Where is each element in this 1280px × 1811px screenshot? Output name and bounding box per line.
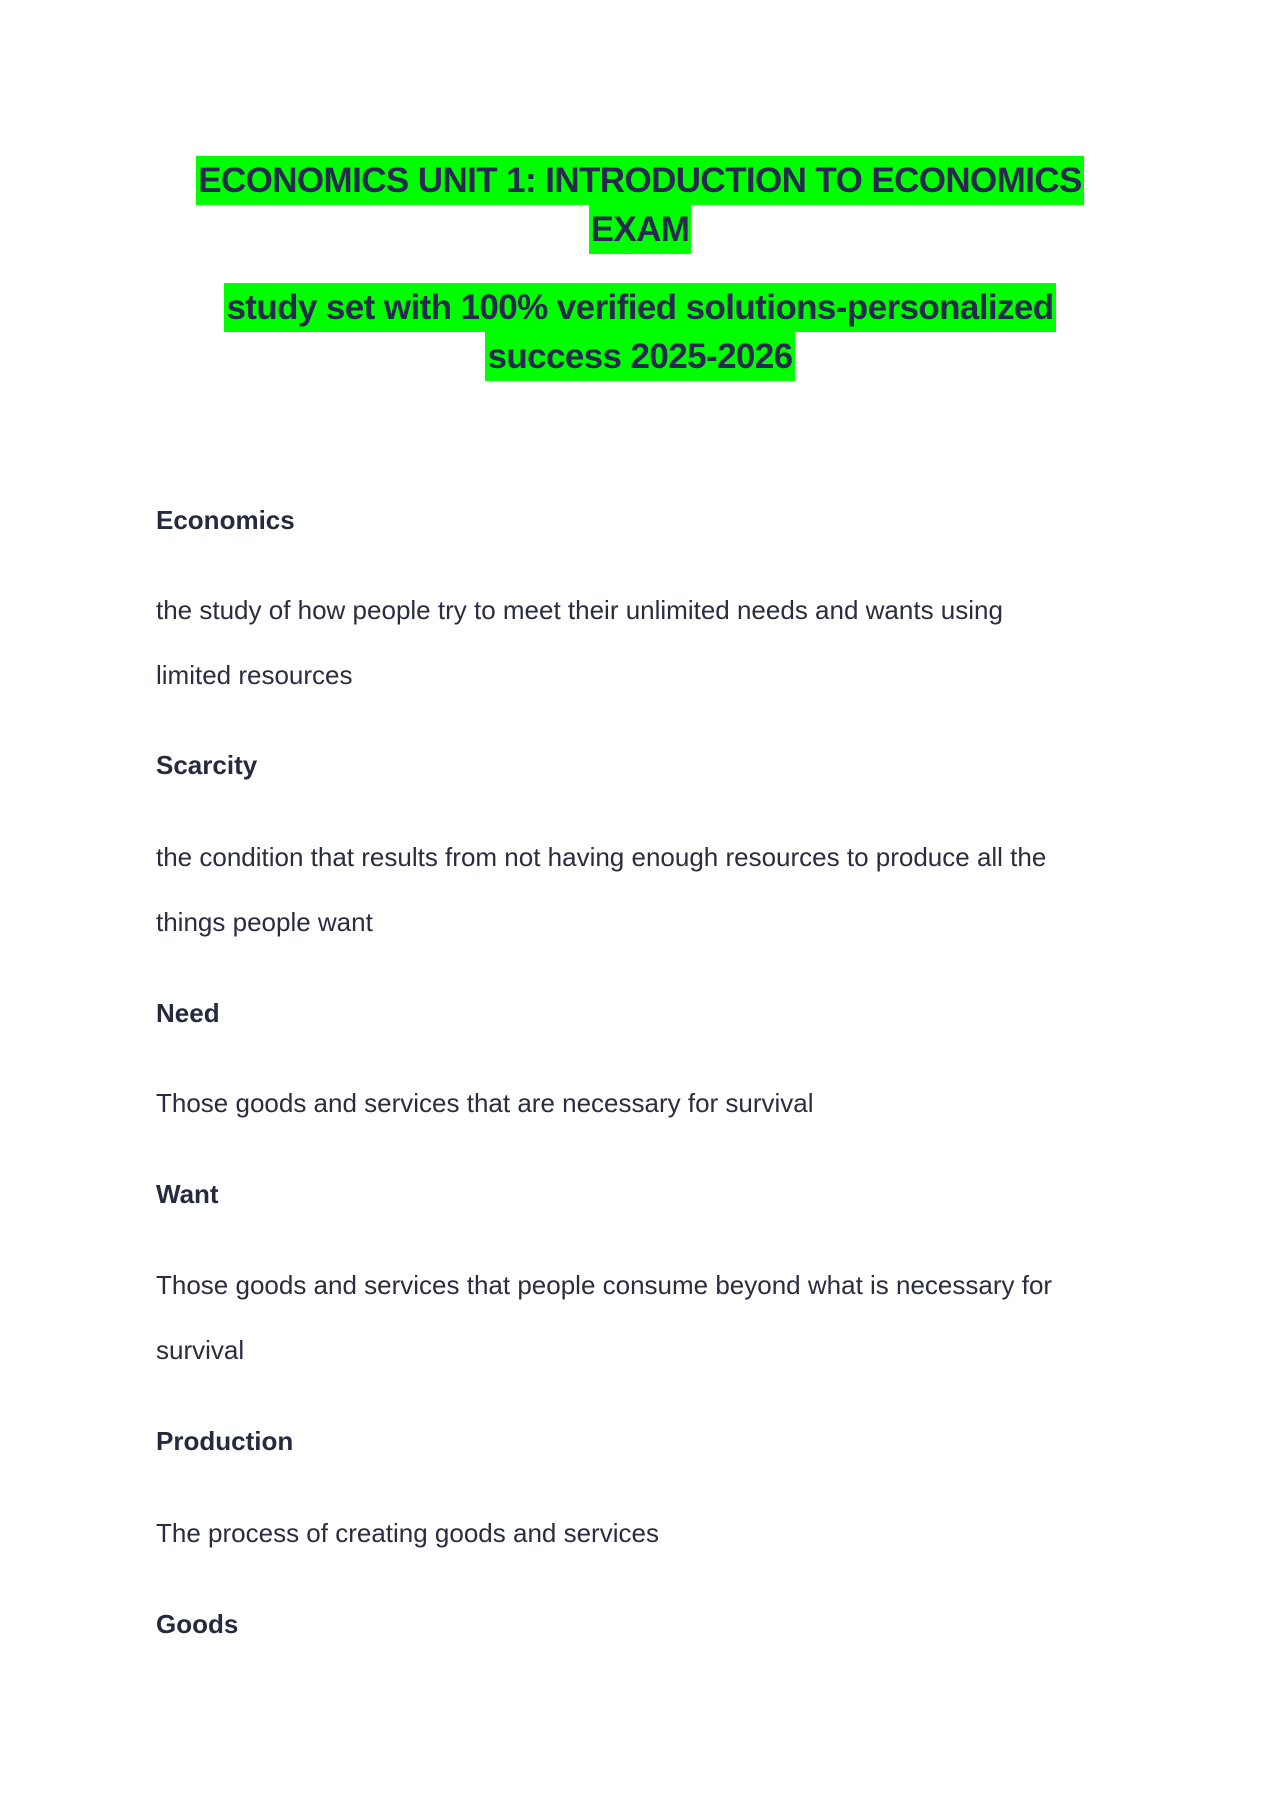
definition-line: Those goods and services that are necessary for survival (156, 1088, 814, 1118)
term-heading: Want (156, 1179, 219, 1209)
term-definition (156, 578, 1136, 708)
subtitle-line-1: study set with 100% verified solutions-personalized (224, 283, 1055, 332)
term-definition (156, 1501, 1136, 1566)
term-heading: Need (156, 998, 220, 1028)
document-subtitle (0, 283, 1280, 381)
term-definition (156, 1071, 1136, 1136)
title-line-1: ECONOMICS UNIT 1: INTRODUCTION TO ECONOMICS (196, 156, 1084, 205)
definition-line: the study of how people try to meet their unlimited needs and wants using (156, 595, 1003, 625)
definition-line: the condition that results from not having enough resources to produce all the (156, 842, 1047, 872)
term-heading: Economics (156, 505, 295, 535)
definition-line: things people want (156, 907, 373, 937)
title-line-2: EXAM (589, 205, 692, 254)
term-heading: Production (156, 1426, 294, 1456)
document-title (0, 156, 1280, 254)
term-definition (156, 1253, 1136, 1383)
definition-line: Those goods and services that people consume beyond what is necessary for (156, 1270, 1053, 1300)
definition-line: The process of creating goods and services (156, 1518, 659, 1548)
subtitle-line-2: success 2025-2026 (485, 332, 794, 381)
definition-line: survival (156, 1335, 245, 1365)
term-definition (156, 825, 1136, 955)
term-heading: Scarcity (156, 750, 258, 780)
term-heading: Goods (156, 1609, 239, 1639)
definition-line: limited resources (156, 660, 353, 690)
